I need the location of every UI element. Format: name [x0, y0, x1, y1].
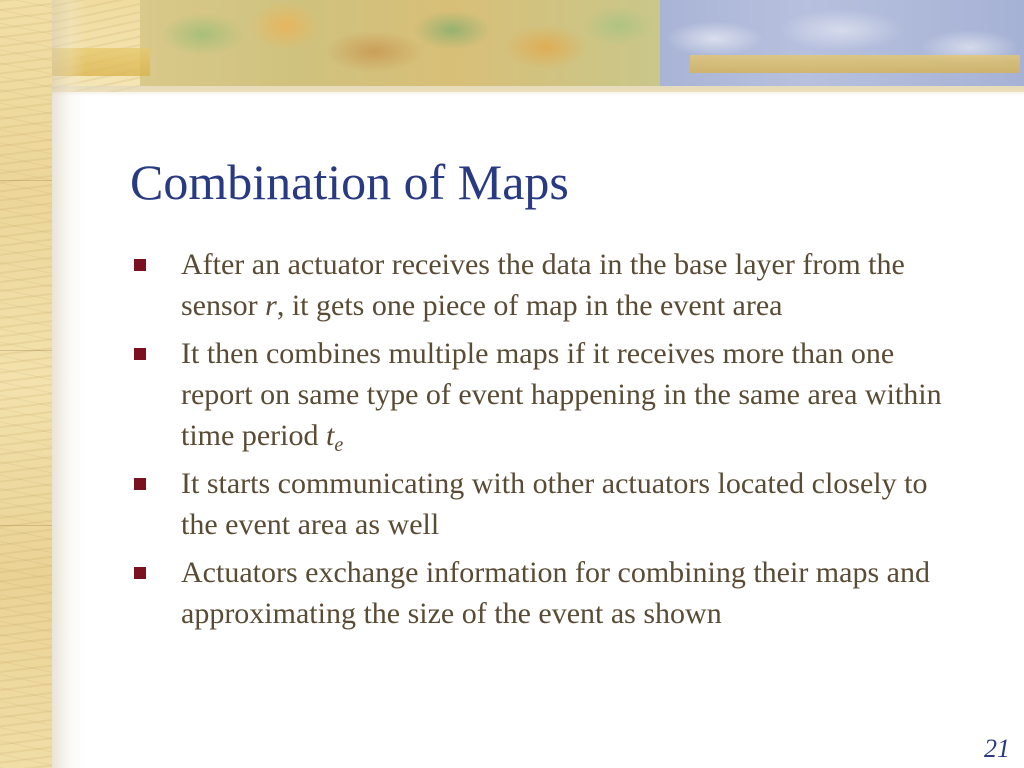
- bullet-text: [181, 467, 927, 541]
- text-run: It starts communicating with other actuators located closely to the event area as well: [181, 467, 928, 541]
- bullet-item: [130, 244, 970, 326]
- banner-shadow: [0, 86, 1024, 96]
- subscript-text: e: [334, 434, 344, 456]
- left-edge-shadow: [52, 0, 86, 768]
- slide-title: Combination of Maps: [130, 154, 569, 210]
- left-parchment-strip: [0, 0, 52, 768]
- banner-sky-image: [660, 0, 1024, 86]
- bullet-item: [130, 552, 970, 634]
- bullet-square-icon: [134, 567, 146, 579]
- bullet-item: [130, 333, 970, 456]
- banner-stripe: [690, 55, 1020, 73]
- strip-seam: [0, 350, 52, 351]
- strip-seam: [0, 180, 52, 181]
- text-run: , it gets one piece of map in the event area: [276, 289, 783, 322]
- italic-text: r: [265, 289, 277, 322]
- bullet-text: [181, 556, 930, 630]
- bullet-text: [181, 248, 905, 322]
- bullet-square-icon: [134, 259, 146, 271]
- bullet-text: [181, 337, 942, 456]
- banner-leaves-image: [140, 0, 660, 86]
- text-run: It then combines multiple maps if it receives more than one report on same type of event happening in the same area within time period: [181, 337, 942, 452]
- strip-seam: [0, 525, 52, 526]
- slide-number: 21: [984, 734, 1010, 763]
- decorative-banner: [0, 0, 1024, 92]
- bullet-square-icon: [134, 348, 146, 360]
- bullet-square-icon: [134, 478, 146, 490]
- italic-text: t: [325, 419, 335, 452]
- text-run: Actuators exchange information for combining their maps and approximating the size of the event as shown: [181, 556, 930, 630]
- bullet-list: [130, 244, 970, 641]
- text-run: After an actuator receives the data in the base layer from the sensor: [181, 248, 905, 322]
- bullet-item: [130, 463, 970, 545]
